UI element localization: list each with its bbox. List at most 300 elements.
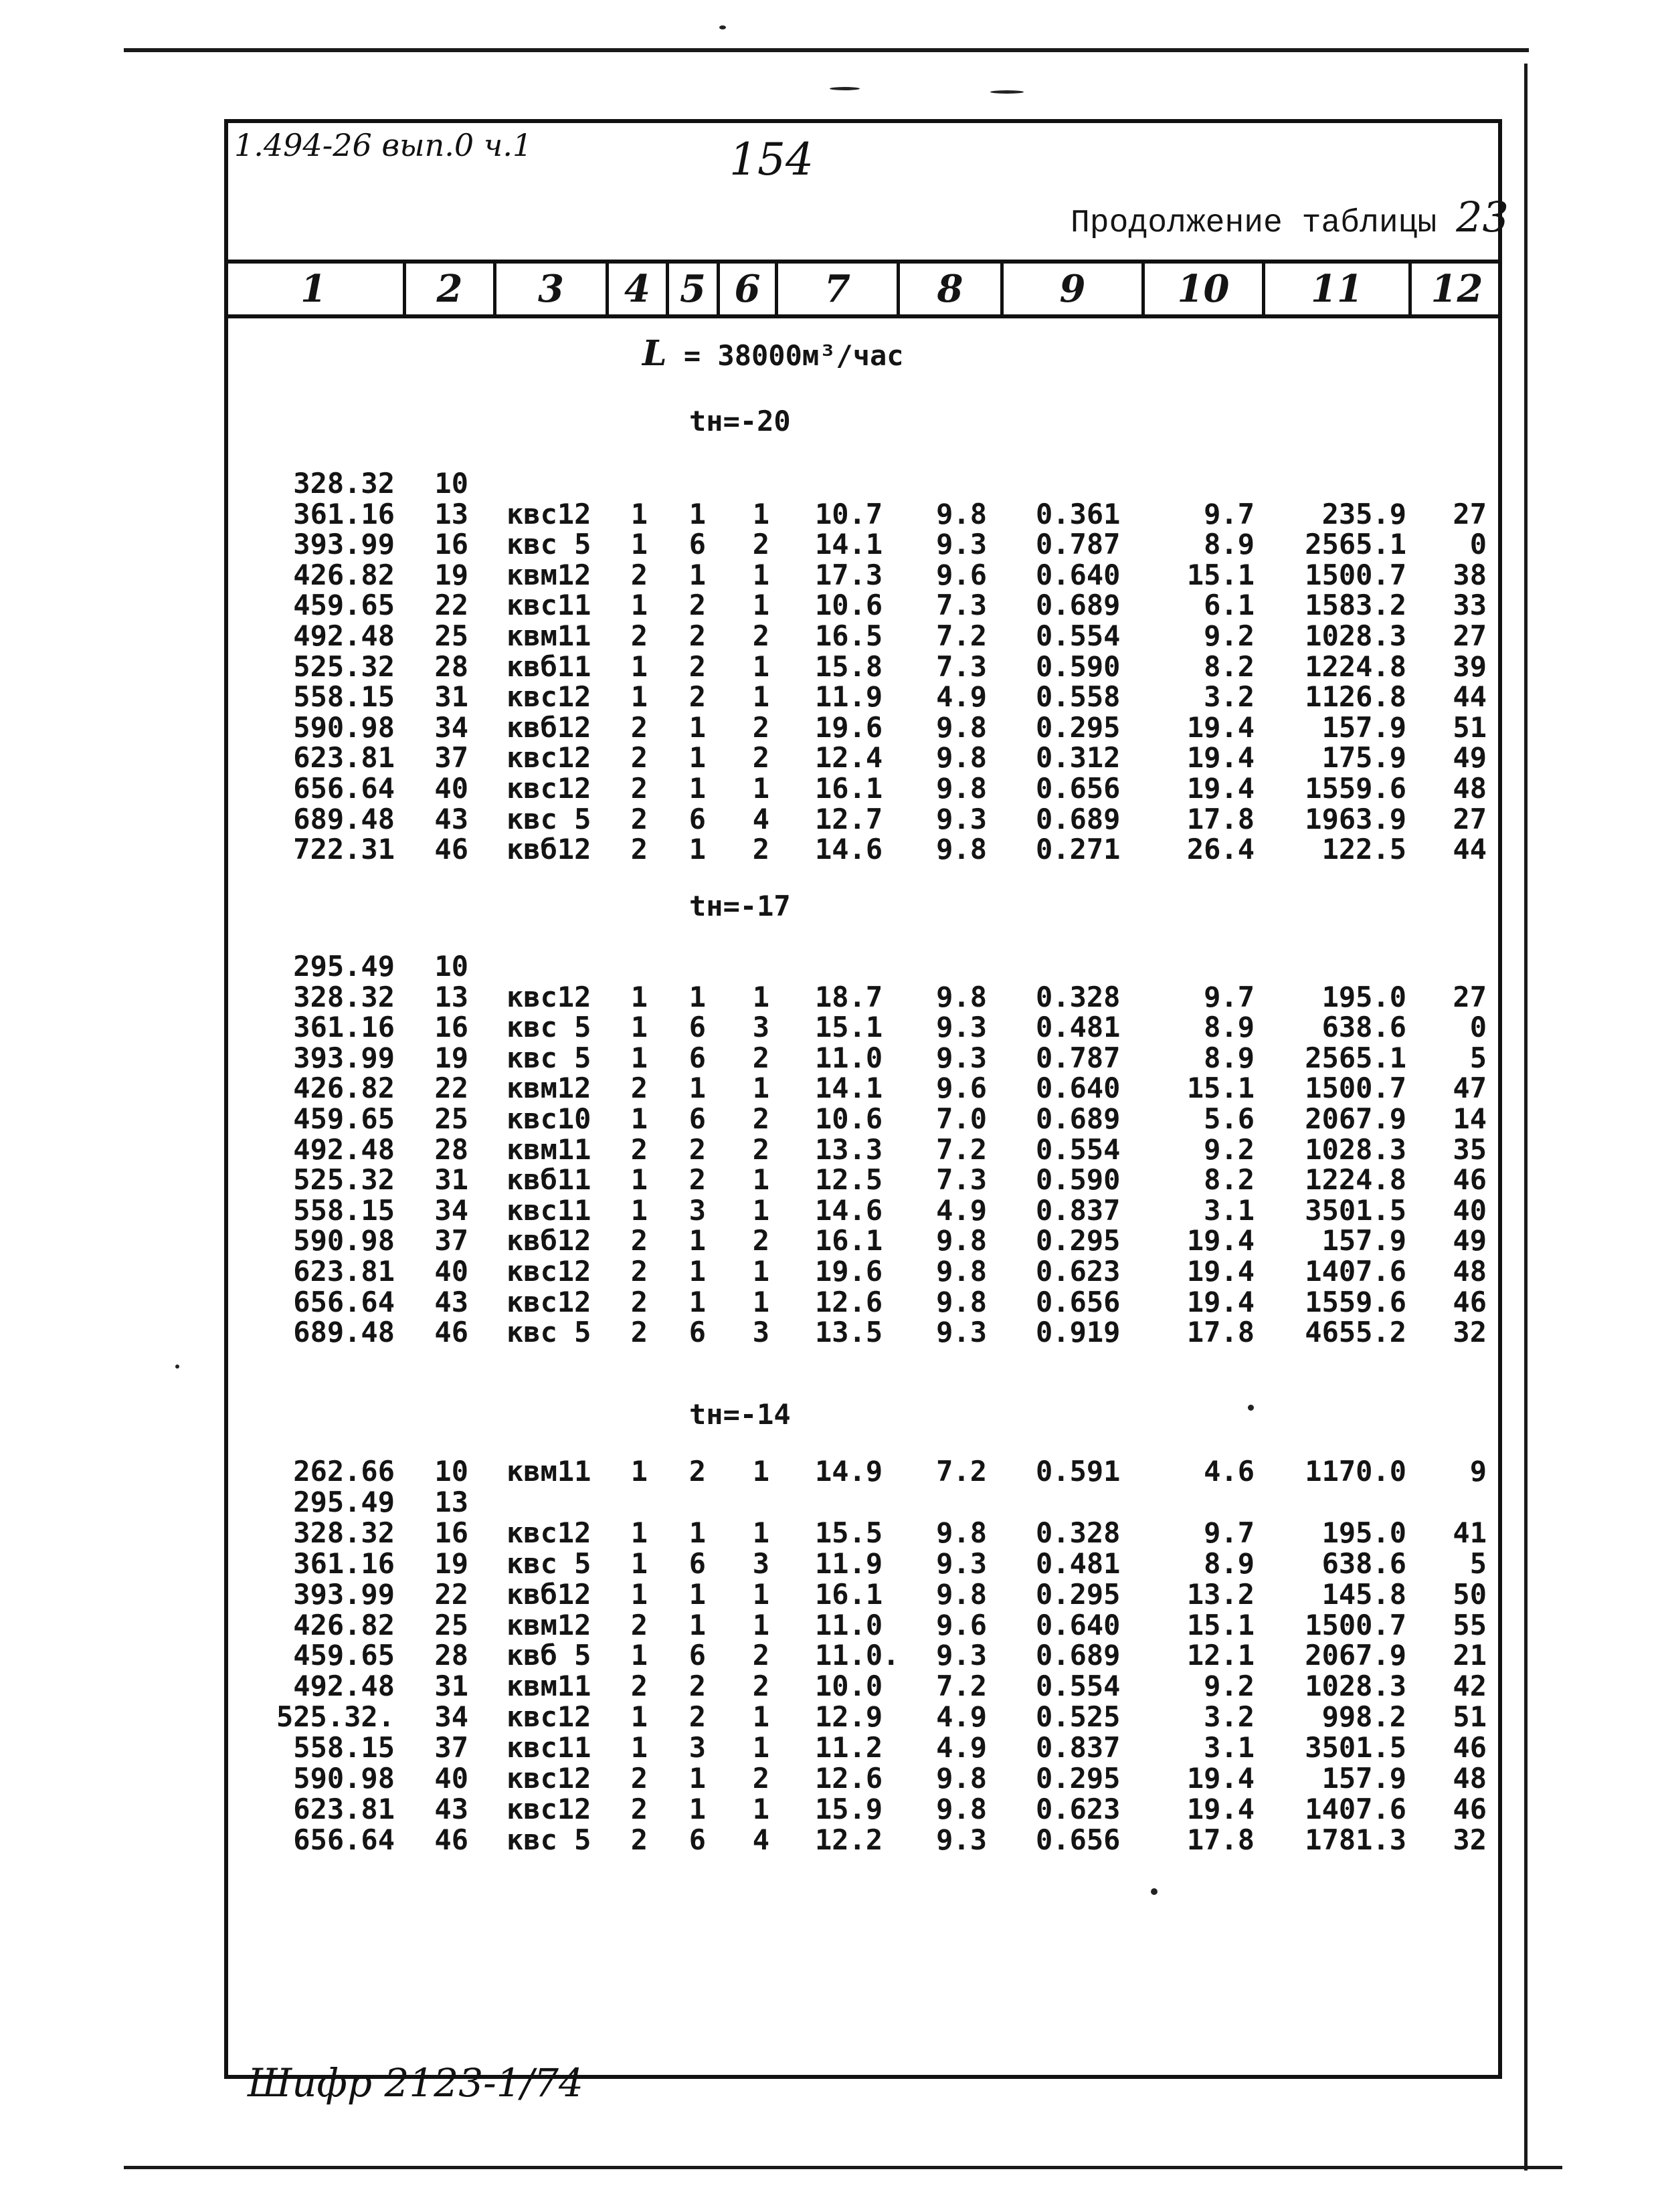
cell-col7: 10.0 xyxy=(815,1670,883,1703)
cell-col6: 4 xyxy=(752,1823,769,1856)
cell-type: квм11 xyxy=(506,1670,591,1703)
cell-col9: 0.623 xyxy=(1036,1792,1121,1825)
cell-col2: 25 xyxy=(434,619,468,652)
cell-type: квс12 xyxy=(506,741,591,775)
table-row xyxy=(0,742,1660,773)
scan-speck xyxy=(719,25,726,29)
cell-col5: 1 xyxy=(688,1224,706,1258)
cell-col9: 0.328 xyxy=(1036,980,1121,1013)
cell-col2: 16 xyxy=(434,1011,468,1044)
cell-col9: 0.295 xyxy=(1036,1577,1121,1611)
cell-col9: 0.554 xyxy=(1036,619,1121,652)
cell-type: квм11 xyxy=(506,619,591,652)
cell-col4: 2 xyxy=(630,1823,648,1856)
cell-col1: 525.32 xyxy=(293,1163,395,1197)
cell-col9: 0.295 xyxy=(1036,1762,1121,1795)
cell-col6: 2 xyxy=(752,1639,769,1672)
cell-col10: 8.9 xyxy=(1204,528,1255,561)
cell-col11: 4655.2 xyxy=(1305,1316,1406,1349)
cell-col7: 12.9 xyxy=(815,1700,883,1734)
cell-col4: 1 xyxy=(630,1455,648,1488)
cell-col9: 0.689 xyxy=(1036,1102,1121,1135)
cell-col11: 1126.8 xyxy=(1305,680,1406,714)
column-number-1: 1 xyxy=(300,267,327,311)
cell-col8: 4.9 xyxy=(936,1731,987,1765)
cell-col9: 0.554 xyxy=(1036,1670,1121,1703)
cell-col8: 9.8 xyxy=(936,1577,987,1611)
cell-col9: 0.271 xyxy=(1036,833,1121,866)
cell-col6: 2 xyxy=(752,1670,769,1703)
cell-type: квб11 xyxy=(506,649,591,683)
table-row xyxy=(0,1224,1660,1258)
cell-type: квм11 xyxy=(506,1455,591,1488)
cell-col9: 0.312 xyxy=(1036,741,1121,775)
cell-col12: 33 xyxy=(1453,589,1487,622)
cell-col11: 235.9 xyxy=(1321,497,1406,530)
cell-col1: 295.49 xyxy=(293,950,395,983)
cell-col6: 1 xyxy=(752,649,769,683)
cell-col7: 13.3 xyxy=(815,1132,883,1166)
cell-col11: 1407.6 xyxy=(1305,1792,1406,1825)
cell-col5: 6 xyxy=(688,1316,706,1349)
cell-col5: 1 xyxy=(688,833,706,866)
cell-col10: 15.1 xyxy=(1186,1608,1255,1641)
cell-col12: 42 xyxy=(1453,1670,1487,1703)
cell-col5: 1 xyxy=(688,1608,706,1641)
cell-col2: 34 xyxy=(434,1700,468,1734)
cell-type: квс12 xyxy=(506,772,591,805)
cell-col12: 49 xyxy=(1453,741,1487,775)
cell-type: квм12 xyxy=(506,558,591,591)
cell-col10: 8.9 xyxy=(1204,1546,1255,1580)
cell-col8: 4.9 xyxy=(936,1700,987,1734)
cell-col10: 19.4 xyxy=(1186,1224,1255,1258)
table-row xyxy=(0,1610,1660,1640)
cell-col7: 10.6 xyxy=(815,589,883,622)
cell-col11: 1583.2 xyxy=(1305,589,1406,622)
cell-col2: 28 xyxy=(434,1639,468,1672)
cell-col12: 50 xyxy=(1453,1577,1487,1611)
cell-col8: 9.3 xyxy=(936,1041,987,1074)
cell-col1: 722.31 xyxy=(293,833,395,866)
cell-col4: 1 xyxy=(630,1041,648,1074)
cell-col6: 1 xyxy=(752,1455,769,1488)
cell-col8: 9.8 xyxy=(936,980,987,1013)
cell-col8: 7.2 xyxy=(936,619,987,652)
cell-col11: 3501.5 xyxy=(1305,1193,1406,1227)
cell-col1: 459.65 xyxy=(293,1639,395,1672)
cell-col2: 40 xyxy=(434,1762,468,1795)
cell-col2: 31 xyxy=(434,1670,468,1703)
cell-col8: 9.8 xyxy=(936,710,987,744)
scan-speck xyxy=(1248,1405,1254,1411)
cell-col5: 6 xyxy=(688,1639,706,1672)
column-number-2: 2 xyxy=(403,264,493,314)
cell-col2: 19 xyxy=(434,558,468,591)
cell-col4: 2 xyxy=(630,1792,648,1825)
table-row xyxy=(0,1579,1660,1609)
table-row xyxy=(0,1702,1660,1732)
cell-col11: 157.9 xyxy=(1321,710,1406,744)
continuation-caption xyxy=(1071,193,1509,241)
cell-col6: 1 xyxy=(752,1577,769,1611)
scan-speck xyxy=(830,87,860,90)
cell-type: квм12 xyxy=(506,1072,591,1105)
cell-col4: 2 xyxy=(630,1285,648,1318)
cell-col5: 6 xyxy=(688,1011,706,1044)
cell-col2: 10 xyxy=(434,467,468,500)
cell-col9: 0.787 xyxy=(1036,528,1121,561)
cell-col1: 295.49 xyxy=(293,1485,395,1518)
cell-col6: 1 xyxy=(752,1285,769,1318)
cell-col10: 3.2 xyxy=(1204,680,1255,714)
table-row xyxy=(0,712,1660,742)
cell-col6: 2 xyxy=(752,528,769,561)
cell-col8: 9.8 xyxy=(936,741,987,775)
cell-col1: 590.98 xyxy=(293,710,395,744)
cell-col11: 157.9 xyxy=(1321,1224,1406,1258)
cell-col6: 1 xyxy=(752,1516,769,1549)
cell-col7: 14.6 xyxy=(815,833,883,866)
cell-col5: 2 xyxy=(688,1455,706,1488)
cell-col6: 1 xyxy=(752,1731,769,1765)
cell-col8: 9.8 xyxy=(936,772,987,805)
cell-col1: 656.64 xyxy=(293,1823,395,1856)
cell-col1: 558.15 xyxy=(293,1731,395,1765)
cell-col5: 2 xyxy=(688,1132,706,1166)
cell-col2: 22 xyxy=(434,1577,468,1611)
cell-col9: 0.481 xyxy=(1036,1546,1121,1580)
cell-type: квс11 xyxy=(506,589,591,622)
cell-col11: 638.6 xyxy=(1321,1011,1406,1044)
cell-col8: 9.8 xyxy=(936,1255,987,1288)
cell-col1: 656.64 xyxy=(293,772,395,805)
cell-col10: 9.7 xyxy=(1204,1516,1255,1549)
cell-col2: 25 xyxy=(434,1102,468,1135)
cell-col4: 2 xyxy=(630,558,648,591)
cell-type: квс12 xyxy=(506,980,591,1013)
cell-col10: 12.1 xyxy=(1186,1639,1255,1672)
cell-col2: 37 xyxy=(434,1224,468,1258)
cell-col2: 40 xyxy=(434,1255,468,1288)
cell-type: квб12 xyxy=(506,1577,591,1611)
table-row xyxy=(0,1317,1660,1347)
cell-col7: 14.6 xyxy=(815,1193,883,1227)
cell-col11: 2067.9 xyxy=(1305,1639,1406,1672)
cell-col8: 7.3 xyxy=(936,649,987,683)
cell-col1: 361.16 xyxy=(293,497,395,530)
cell-col11: 1170.0 xyxy=(1305,1455,1406,1488)
cell-col5: 1 xyxy=(688,1516,706,1549)
cell-col10: 17.8 xyxy=(1186,1823,1255,1856)
cell-col8: 9.6 xyxy=(936,1072,987,1105)
cell-col10: 19.4 xyxy=(1186,772,1255,805)
cell-col1: 689.48 xyxy=(293,1316,395,1349)
cell-col9: 0.295 xyxy=(1036,1224,1121,1258)
cell-col10: 13.2 xyxy=(1186,1577,1255,1611)
cell-col1: 492.48 xyxy=(293,619,395,652)
cell-col12: 40 xyxy=(1453,1193,1487,1227)
cell-col9: 0.787 xyxy=(1036,1041,1121,1074)
cell-col6: 1 xyxy=(752,1193,769,1227)
table-row xyxy=(0,951,1660,981)
cell-col8: 9.3 xyxy=(936,1639,987,1672)
cell-col5: 1 xyxy=(688,558,706,591)
cell-col1: 328.32 xyxy=(293,980,395,1013)
cell-col6: 1 xyxy=(752,1700,769,1734)
cell-col10: 9.2 xyxy=(1204,1670,1255,1703)
cell-col7: 12.6 xyxy=(815,1285,883,1318)
cell-col10: 26.4 xyxy=(1186,833,1255,866)
cell-type: квс11 xyxy=(506,1731,591,1765)
cell-col6: 2 xyxy=(752,1762,769,1795)
cell-col10: 19.4 xyxy=(1186,710,1255,744)
cell-col7: 11.0. xyxy=(815,1639,900,1672)
cell-col2: 31 xyxy=(434,1163,468,1197)
cell-col8: 9.6 xyxy=(936,1608,987,1641)
cell-type: квс12 xyxy=(506,680,591,714)
cell-col5: 6 xyxy=(688,1546,706,1580)
cell-col4: 2 xyxy=(630,619,648,652)
cell-col1: 393.99 xyxy=(293,1577,395,1611)
cell-type: квм12 xyxy=(506,1608,591,1641)
cell-col11: 1224.8 xyxy=(1305,649,1406,683)
cell-col5: 2 xyxy=(688,1700,706,1734)
cell-col8: 9.8 xyxy=(936,1762,987,1795)
bottom-rule xyxy=(124,2166,1562,2169)
cell-col4: 1 xyxy=(630,1731,648,1765)
cell-col11: 175.9 xyxy=(1321,741,1406,775)
cell-col7: 12.5 xyxy=(815,1163,883,1197)
cell-col4: 1 xyxy=(630,1011,648,1044)
cell-col9: 0.558 xyxy=(1036,680,1121,714)
cell-col2: 19 xyxy=(434,1546,468,1580)
cell-col1: 262.66 xyxy=(293,1455,395,1488)
cell-col5: 1 xyxy=(688,1792,706,1825)
cell-col12: 5 xyxy=(1469,1546,1487,1580)
cell-col7: 16.1 xyxy=(815,1577,883,1611)
cell-col9: 0.590 xyxy=(1036,1163,1121,1197)
cell-col11: 1224.8 xyxy=(1305,1163,1406,1197)
cell-col5: 6 xyxy=(688,802,706,835)
cell-col6: 2 xyxy=(752,1132,769,1166)
cell-col8: 9.3 xyxy=(936,528,987,561)
cell-col1: 558.15 xyxy=(293,1193,395,1227)
cell-col8: 9.3 xyxy=(936,1316,987,1349)
cell-col10: 19.4 xyxy=(1186,1792,1255,1825)
cell-col4: 2 xyxy=(630,1224,648,1258)
cell-col9: 0.837 xyxy=(1036,1193,1121,1227)
table-row xyxy=(0,804,1660,834)
cell-col6: 1 xyxy=(752,1792,769,1825)
cell-col12: 55 xyxy=(1453,1608,1487,1641)
cell-col9: 0.640 xyxy=(1036,558,1121,591)
cell-col10: 15.1 xyxy=(1186,1072,1255,1105)
table-row xyxy=(0,1732,1660,1763)
cell-col11: 1559.6 xyxy=(1305,772,1406,805)
header-line-bottom xyxy=(224,314,1502,318)
cell-col12: 47 xyxy=(1453,1072,1487,1105)
cell-col1: 393.99 xyxy=(293,528,395,561)
cell-col2: 37 xyxy=(434,1731,468,1765)
cell-col4: 1 xyxy=(630,980,648,1013)
cell-col6: 1 xyxy=(752,980,769,1013)
cell-col5: 6 xyxy=(688,1102,706,1135)
cell-col6: 2 xyxy=(752,1041,769,1074)
cell-col2: 10 xyxy=(434,1455,468,1488)
cell-col8: 7.2 xyxy=(936,1455,987,1488)
cell-col7: 16.1 xyxy=(815,772,883,805)
cell-col1: 426.82 xyxy=(293,558,395,591)
cell-col12: 49 xyxy=(1453,1224,1487,1258)
cell-col4: 2 xyxy=(630,1072,648,1105)
cell-col9: 0.640 xyxy=(1036,1608,1121,1641)
cell-col2: 22 xyxy=(434,589,468,622)
column-number-row xyxy=(224,264,1502,314)
cell-col4: 2 xyxy=(630,710,648,744)
footer-cipher: Шифр 2123-1/74 xyxy=(248,2060,583,2106)
cell-col12: 21 xyxy=(1453,1639,1487,1672)
cell-col7: 14.1 xyxy=(815,528,883,561)
cell-col10: 8.9 xyxy=(1204,1011,1255,1044)
cell-col4: 1 xyxy=(630,1516,648,1549)
cell-col7: 11.0 xyxy=(815,1608,883,1641)
cell-col1: 492.48 xyxy=(293,1670,395,1703)
cell-col6: 2 xyxy=(752,1102,769,1135)
cell-col12: 35 xyxy=(1453,1132,1487,1166)
cell-col8: 9.3 xyxy=(936,1011,987,1044)
cell-type: квб12 xyxy=(506,1224,591,1258)
cell-type: квс11 xyxy=(506,1193,591,1227)
column-number-3: 3 xyxy=(493,264,606,314)
cell-col4: 1 xyxy=(630,1546,648,1580)
table-row xyxy=(0,1104,1660,1134)
cell-col7: 15.9 xyxy=(815,1792,883,1825)
cell-col10: 17.8 xyxy=(1186,802,1255,835)
cell-col11: 157.9 xyxy=(1321,1762,1406,1795)
cell-col12: 46 xyxy=(1453,1285,1487,1318)
cell-col2: 43 xyxy=(434,802,468,835)
cell-col9: 0.689 xyxy=(1036,589,1121,622)
column-number-12: 12 xyxy=(1408,264,1502,314)
cell-col11: 195.0 xyxy=(1321,980,1406,1013)
cell-col7: 19.6 xyxy=(815,1255,883,1288)
cell-type: квс 5 xyxy=(506,1041,591,1074)
cell-col12: 44 xyxy=(1453,833,1487,866)
table-row xyxy=(0,1518,1660,1548)
cell-type: квс 5 xyxy=(506,528,591,561)
cell-col1: 656.64 xyxy=(293,1285,395,1318)
cell-col6: 1 xyxy=(752,558,769,591)
cell-col1: 689.48 xyxy=(293,802,395,835)
cell-type: квс 5 xyxy=(506,1011,591,1044)
cell-col12: 14 xyxy=(1453,1102,1487,1135)
cell-type: квб11 xyxy=(506,1163,591,1197)
cell-col9: 0.623 xyxy=(1036,1255,1121,1288)
table-number: 23 xyxy=(1456,193,1509,241)
cell-col9: 0.361 xyxy=(1036,497,1121,530)
table-row xyxy=(0,499,1660,529)
cell-col4: 1 xyxy=(630,1163,648,1197)
cell-col10: 19.4 xyxy=(1186,741,1255,775)
cell-col10: 15.1 xyxy=(1186,558,1255,591)
cell-col7: 14.9 xyxy=(815,1455,883,1488)
cell-type: квс 5 xyxy=(506,1823,591,1856)
flow-value: = 38000м³/час xyxy=(683,339,904,372)
cell-col12: 41 xyxy=(1453,1516,1487,1549)
table-row xyxy=(0,1456,1660,1486)
cell-col8: 7.3 xyxy=(936,589,987,622)
cell-type: квб12 xyxy=(506,710,591,744)
cell-col7: 15.1 xyxy=(815,1011,883,1044)
cell-col1: 361.16 xyxy=(293,1011,395,1044)
cell-col10: 4.6 xyxy=(1204,1455,1255,1488)
cell-col12: 5 xyxy=(1469,1041,1487,1074)
cell-col8: 9.8 xyxy=(936,833,987,866)
table-row xyxy=(0,1794,1660,1824)
cell-col4: 2 xyxy=(630,741,648,775)
cell-col2: 34 xyxy=(434,710,468,744)
cell-col9: 0.328 xyxy=(1036,1516,1121,1549)
cell-col6: 1 xyxy=(752,1608,769,1641)
column-number-8: 8 xyxy=(897,264,1000,314)
cell-col5: 1 xyxy=(688,1285,706,1318)
cell-col12: 27 xyxy=(1453,980,1487,1013)
cell-col9: 0.919 xyxy=(1036,1316,1121,1349)
cell-col4: 2 xyxy=(630,1670,648,1703)
cell-col12: 44 xyxy=(1453,680,1487,714)
cell-col10: 9.2 xyxy=(1204,1132,1255,1166)
cell-col4: 2 xyxy=(630,1608,648,1641)
cell-col9: 0.481 xyxy=(1036,1011,1121,1044)
cell-col10: 9.7 xyxy=(1204,497,1255,530)
cell-col6: 1 xyxy=(752,772,769,805)
cell-col4: 2 xyxy=(630,802,648,835)
table-row xyxy=(0,1195,1660,1225)
cell-col10: 17.8 xyxy=(1186,1316,1255,1349)
cell-col9: 0.525 xyxy=(1036,1700,1121,1734)
cell-col4: 2 xyxy=(630,1132,648,1166)
cell-col12: 51 xyxy=(1453,710,1487,744)
cell-col2: 22 xyxy=(434,1072,468,1105)
cell-col1: 590.98 xyxy=(293,1224,395,1258)
cell-col8: 9.8 xyxy=(936,1792,987,1825)
cell-col5: 1 xyxy=(688,772,706,805)
cell-col4: 1 xyxy=(630,1577,648,1611)
cell-type: квс10 xyxy=(506,1102,591,1135)
column-number-4: 4 xyxy=(606,264,666,314)
cell-col8: 7.2 xyxy=(936,1670,987,1703)
cell-col1: 525.32. xyxy=(276,1700,395,1734)
table-row xyxy=(0,1671,1660,1701)
table-row xyxy=(0,1134,1660,1165)
cell-col9: 0.656 xyxy=(1036,772,1121,805)
cell-col9: 0.689 xyxy=(1036,802,1121,835)
cell-col12: 39 xyxy=(1453,649,1487,683)
cell-col11: 998.2 xyxy=(1321,1700,1406,1734)
cell-col7: 12.7 xyxy=(815,802,883,835)
cell-col11: 1028.3 xyxy=(1305,619,1406,652)
cell-col10: 3.1 xyxy=(1204,1193,1255,1227)
cell-col12: 51 xyxy=(1453,1700,1487,1734)
cell-col1: 492.48 xyxy=(293,1132,395,1166)
cell-col2: 40 xyxy=(434,772,468,805)
cell-col8: 9.8 xyxy=(936,497,987,530)
cell-col10: 8.2 xyxy=(1204,649,1255,683)
cell-col6: 4 xyxy=(752,802,769,835)
cell-col10: 19.4 xyxy=(1186,1285,1255,1318)
cell-col12: 32 xyxy=(1453,1823,1487,1856)
